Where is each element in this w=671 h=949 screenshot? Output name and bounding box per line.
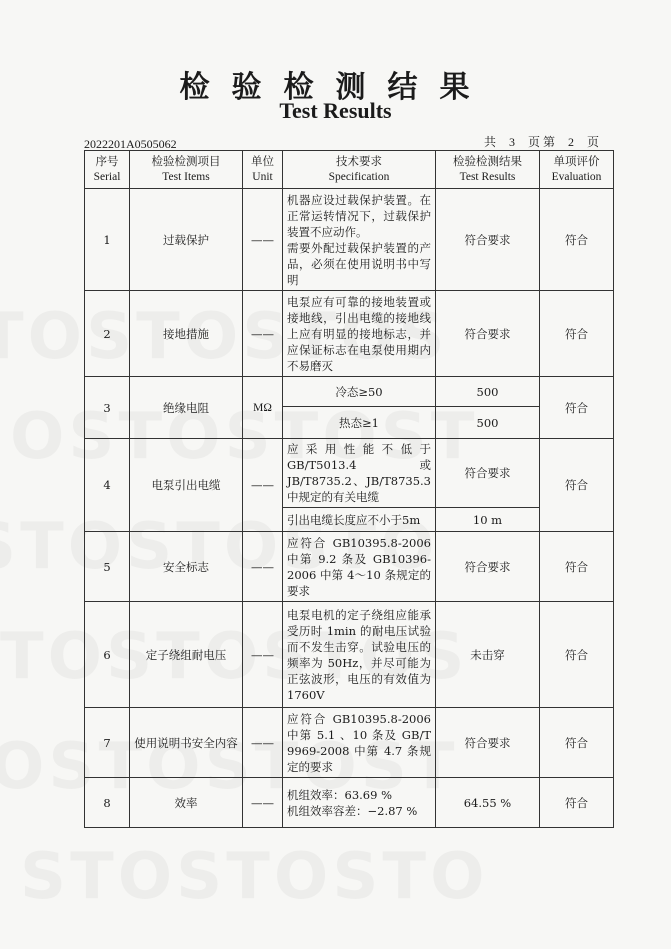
table-row — [85, 377, 614, 407]
test-item-cell: 过载保护 — [130, 189, 243, 291]
specification-cell: 电泵应有可靠的接地装置或接地线，引出电缆的接地线上应有明显的接地标志，并应保证标志在电泵使用期内不易磨灭 — [283, 291, 436, 377]
result-cell: 10 m — [436, 508, 540, 532]
unit-cell: —— — [243, 602, 283, 708]
table-row — [85, 532, 614, 602]
specification-cell: 电泵电机的定子绕组应能承受历时 1min 的耐电压试验而不发生击穿。试验电压的频率为 50Hz，并尽可能为正弦波形，电压的有效值为 1760V — [283, 602, 436, 708]
result-cell: 符合要求 — [436, 532, 540, 602]
page-prefix: 共 — [484, 135, 497, 149]
page-indicator — [484, 133, 599, 151]
table-header-row — [85, 151, 614, 189]
test-item-cell: 接地措施 — [130, 291, 243, 377]
unit-cell: —— — [243, 778, 283, 828]
test-item-cell: 绝缘电阻 — [130, 377, 243, 439]
unit-cell: —— — [243, 439, 283, 532]
evaluation-cell: 符合 — [540, 377, 614, 439]
unit-cell: —— — [243, 189, 283, 291]
table-row — [85, 778, 614, 828]
evaluation-cell: 符合 — [540, 778, 614, 828]
serial-cell: 4 — [85, 439, 130, 532]
specification-cell: 冷态≥50 — [283, 377, 436, 407]
specification-cell: 应采用性能不低于GB/T5013.4或JB/T8735.2、JB/T8735.3中规定的有关电缆 — [283, 439, 436, 508]
evaluation-cell: 符合 — [540, 708, 614, 778]
specification-cell: 应符合 GB10395.8-2006 中第 9.2 条及 GB10396-2006 中第 4～10 条规定的要求 — [283, 532, 436, 602]
page-suffix: 页 — [587, 135, 600, 149]
header-specification: 技术要求 Specification — [283, 151, 436, 189]
result-cell: 符合要求 — [436, 291, 540, 377]
evaluation-cell: 符合 — [540, 602, 614, 708]
header-unit: 单位 Unit — [243, 151, 283, 189]
header-test-results: 检验检测结果 Test Results — [436, 151, 540, 189]
table-row — [85, 189, 614, 291]
result-cell: 500 — [436, 407, 540, 439]
specification-cell: 机组效率：63.69 % 机组效率容差：−2.87 % — [283, 778, 436, 828]
test-item-cell: 电泵引出电缆 — [130, 439, 243, 532]
unit-cell: —— — [243, 532, 283, 602]
page-title-english: Test Results — [279, 98, 392, 123]
serial-cell: 1 — [85, 189, 130, 291]
result-cell: 符合要求 — [436, 708, 540, 778]
specification-cell: 应符合 GB10395.8-2006 中第 5.1 、10 条及 GB/T 9969-2008 中第 4.7 条规定的要求 — [283, 708, 436, 778]
page-total: 3 — [501, 135, 523, 151]
serial-cell: 8 — [85, 778, 130, 828]
result-cell: 符合要求 — [436, 189, 540, 291]
test-item-cell: 使用说明书安全内容 — [130, 708, 243, 778]
table-row — [85, 708, 614, 778]
page-mid: 页 第 — [528, 135, 556, 149]
test-item-cell: 效率 — [130, 778, 243, 828]
serial-cell: 6 — [85, 602, 130, 708]
serial-cell: 2 — [85, 291, 130, 377]
test-item-cell: 定子绕组耐电压 — [130, 602, 243, 708]
evaluation-cell: 符合 — [540, 532, 614, 602]
table-row — [85, 602, 614, 708]
result-cell: 64.55 % — [436, 778, 540, 828]
serial-cell: 7 — [85, 708, 130, 778]
page-title-chinese: 检验检测结果 — [179, 70, 492, 105]
header-evaluation: 单项评价 Evaluation — [540, 151, 614, 189]
serial-cell: 5 — [85, 532, 130, 602]
test-item-cell: 安全标志 — [130, 532, 243, 602]
header-serial: 序号 Serial — [85, 151, 130, 189]
result-cell: 500 — [436, 377, 540, 407]
evaluation-cell: 符合 — [540, 189, 614, 291]
unit-cell: —— — [243, 708, 283, 778]
page-current: 2 — [560, 135, 582, 151]
report-number: 2022201A0505062 — [84, 137, 177, 151]
header-test-items: 检验检测项目 Test Items — [130, 151, 243, 189]
unit-cell: MΩ — [243, 377, 283, 439]
unit-cell: —— — [243, 291, 283, 377]
table-row — [85, 291, 614, 377]
specification-cell: 机器应设过载保护装置。在正常运转情况下，过载保护装置不应动作。 需要外配过载保护装置的产品，必须在使用说明书中写明 — [283, 189, 436, 291]
result-cell: 未击穿 — [436, 602, 540, 708]
specification-cell: 热态≥1 — [283, 407, 436, 439]
evaluation-cell: 符合 — [540, 439, 614, 532]
result-cell: 符合要求 — [436, 439, 540, 508]
evaluation-cell: 符合 — [540, 291, 614, 377]
serial-cell: 3 — [85, 377, 130, 439]
specification-cell: 引出电缆长度应不小于5m — [283, 508, 436, 532]
test-results-table — [84, 150, 614, 828]
table-row — [85, 439, 614, 508]
